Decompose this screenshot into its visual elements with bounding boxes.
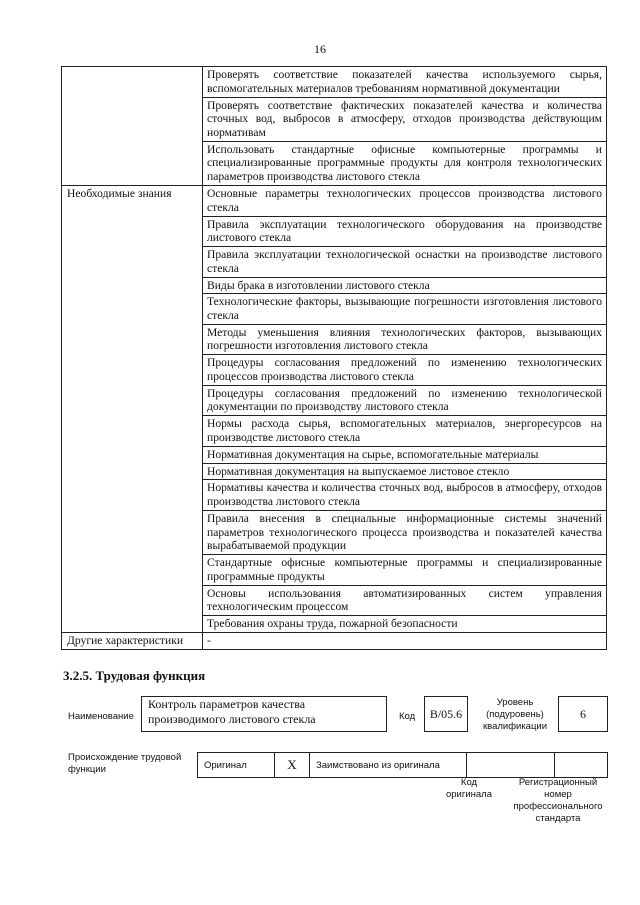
reg-number-label: Регистрационный номер профессионального стандарта bbox=[513, 777, 603, 824]
function-name-box: Контроль параметров качества производимого листового стекла bbox=[141, 696, 387, 732]
other-characteristics-value: - bbox=[203, 633, 607, 650]
competency-table bbox=[61, 66, 607, 650]
function-code-box: B/05.6 bbox=[424, 696, 468, 732]
knowledge-item: Правила эксплуатации технологического оборудования на производстве листового стекла bbox=[203, 216, 607, 247]
knowledge-item: Основы использования автоматизированных систем управления технологическим процессом bbox=[203, 585, 607, 616]
knowledge-item: Стандартные офисные компьютерные программы и специализированные программные продукты bbox=[203, 555, 607, 586]
knowledge-item: Нормативная документация на сырье, вспомогательные материалы bbox=[203, 446, 607, 463]
knowledge-item: Правила эксплуатации технологической оснастки на производстве листового стекла bbox=[203, 247, 607, 278]
knowledge-item: Нормативная документация на выпускаемое листовое стекло bbox=[203, 463, 607, 480]
reg-number-cell bbox=[555, 753, 608, 778]
knowledge-item: Требования охраны труда, пожарной безопасности bbox=[203, 616, 607, 633]
code-original-label: Код оригинала bbox=[445, 777, 492, 800]
level-label: Уровень (подуровень) квалификации bbox=[482, 697, 548, 732]
code-original-cell bbox=[467, 753, 555, 778]
knowledge-item: Методы уменьшения влияния технологических факторов, вызывающих погрешности изготовления листового стекла bbox=[203, 324, 607, 355]
origin-borrowed-cell: Заимствовано из оригинала bbox=[310, 753, 467, 778]
qualification-level-box: 6 bbox=[558, 696, 608, 732]
skill-item: Проверять соответствие показателей качества используемого сырья, вспомогательных материалов требованиям нормативной документации bbox=[203, 67, 607, 98]
table-row bbox=[62, 67, 607, 98]
knowledge-item: Процедуры согласования предложений по изменению технологических процессов производства листового стекла bbox=[203, 355, 607, 386]
knowledge-label: Необходимые знания bbox=[62, 186, 203, 633]
section-heading: 3.2.5. Трудовая функция bbox=[63, 668, 206, 683]
knowledge-item: Процедуры согласования предложений по изменению технологической документации по производству листового стекла bbox=[203, 385, 607, 416]
origin-label: Происхождение трудовой функции bbox=[68, 752, 182, 775]
skills-continued-label bbox=[62, 67, 203, 186]
name-label: Наименование bbox=[68, 711, 134, 722]
table-row bbox=[62, 633, 607, 650]
page-number: 16 bbox=[314, 42, 326, 56]
knowledge-item: Нормы расхода сырья, вспомогательных материалов, энергоресурсов на производстве листового стекла bbox=[203, 416, 607, 447]
knowledge-item: Нормативы качества и количества сточных вод, выбросов в атмосферу, отходов производства листового стекла bbox=[203, 480, 607, 511]
knowledge-item: Основные параметры технологических процессов производства листового стекла bbox=[203, 186, 607, 217]
origin-original-cell: Оригинал bbox=[198, 753, 275, 778]
code-label: Код bbox=[399, 711, 416, 722]
skill-item: Проверять соответствие фактических показателей качества и количества сточных вод, выбросов в атмосферу, отходов производства действующим нормативам bbox=[203, 97, 607, 141]
origin-table bbox=[197, 752, 608, 778]
other-characteristics-label: Другие характеристики bbox=[62, 633, 203, 650]
knowledge-item: Правила внесения в специальные информационные системы значений параметров технологического процесса производства и показателей качества вырабатываемой продукции bbox=[203, 511, 607, 555]
knowledge-item: Технологические факторы, вызывающие погрешности изготовления листового стекла bbox=[203, 294, 607, 325]
knowledge-item: Виды брака в изготовлении листового стекла bbox=[203, 277, 607, 294]
origin-mark-cell: X bbox=[275, 753, 310, 778]
skill-item: Использовать стандартные офисные компьютерные программы и специализированные программные продукты для контроля технологических параметров производства листового стекла bbox=[203, 141, 607, 185]
competency-table-body bbox=[62, 67, 607, 650]
table-row bbox=[62, 186, 607, 217]
